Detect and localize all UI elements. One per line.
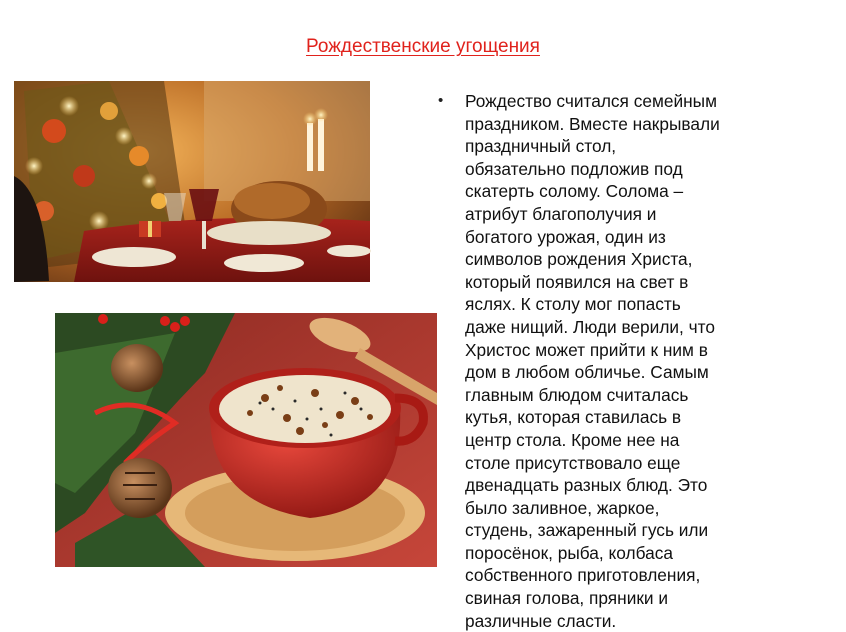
slide-title: Рождественские угощения	[306, 36, 540, 57]
kutia-bowl-illustration	[55, 313, 437, 567]
body-text-block	[438, 90, 800, 631]
christmas-table-illustration	[14, 81, 370, 282]
kutia-bowl-photo	[55, 313, 437, 567]
bullet-marker: •	[438, 92, 444, 109]
christmas-table-photo	[14, 81, 370, 282]
body-paragraph: Рождество считался семейным праздником. Вместе накрывали праздничный стол, обязательно подложив под скатерть солому. Солома – атрибут благополучия и богатого урожая, один из символов рождения Христа, который появился на свет в яслях. К столу мог попасть даже нищий. Люди верили, что Христос может прийти к ним в дом в любом обличье. Самым главным блюдом считалась кутья, которая ставилась в центр стола. Кроме нее на столе присутствовало еще двенадцать разных блюд. Это было заливное, жаркое, студень, зажаренный гусь или поросёнок, рыба, колбаса собственного приготовления, свиная голова, пряники и различные сласти.	[465, 91, 720, 631]
